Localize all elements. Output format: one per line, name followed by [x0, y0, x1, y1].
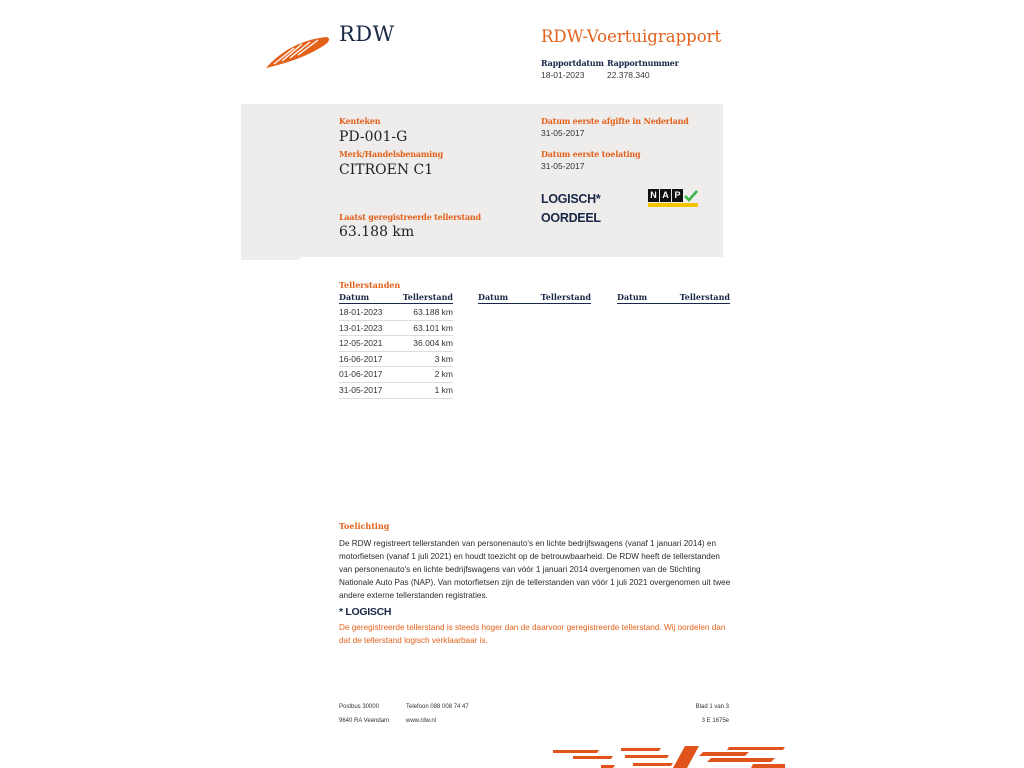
row-date: 01-06-2017 — [339, 369, 383, 380]
row-date: 13-01-2023 — [339, 322, 383, 333]
table-row — [339, 336, 453, 352]
logisch-body: De geregistreerde tellerstand is steeds hoger dan de daarvoor geregistreerde tellerstand. Wij oordelen dan dat de tellerstand logisch verklaarbaar is. — [339, 623, 726, 645]
col-value-header: Tellerstand — [679, 292, 730, 302]
table-header — [339, 292, 453, 304]
report-date-label: Rapportdatum — [541, 58, 604, 68]
table-header — [617, 292, 730, 304]
footer-address: 9640 RA Veendam — [339, 718, 390, 724]
col-value-header: Tellerstand — [402, 292, 453, 302]
tellerstanden-table-3 — [617, 292, 730, 304]
report-number-label: Rapportnummer — [607, 58, 679, 68]
row-date: 18-01-2023 — [339, 307, 383, 317]
row-date: 31-05-2017 — [339, 384, 383, 395]
make-label: Merk/Handelsbenaming — [339, 149, 444, 159]
first-issue-nl-value: 31-05-2017 — [541, 128, 585, 138]
tellerstanden-table-1 — [339, 292, 453, 399]
decorative-stripes-icon — [553, 744, 785, 768]
panel-tab-shape — [241, 256, 303, 260]
report-date: 18-01-2023 — [541, 70, 585, 80]
row-date: 16-06-2017 — [339, 353, 383, 364]
col-date-header: Datum — [478, 292, 509, 302]
table-row — [339, 352, 453, 368]
row-value: 36.004 km — [413, 338, 453, 349]
odometer-label: Laatst geregistreerde tellerstand — [339, 212, 481, 222]
report-title: RDW-Voertuigrapport — [541, 27, 722, 46]
logisch-title: * LOGISCH — [339, 606, 392, 618]
table-header — [478, 292, 591, 304]
table-row — [339, 383, 453, 399]
verdict-line-2: OORDEEL — [541, 211, 601, 225]
rdw-feather-logo-icon — [264, 34, 332, 70]
col-value-header: Tellerstand — [540, 292, 591, 302]
table-row — [339, 305, 453, 321]
nap-letter-n: N — [648, 189, 659, 202]
footer-code: 3 E 1675e — [701, 718, 729, 724]
nap-letter-a: A — [660, 189, 671, 202]
row-value: 63.188 km — [413, 307, 453, 317]
toelichting-body: De RDW registreert tellerstanden van personenauto's en lichte bedrijfswagens (vanaf 1 januari 2014) en motorfietsen (vanaf 1 juli 2021) en houdt toezicht op de betrouwbaarheid. De RDW heeft de tellerstanden van personenauto's en lichte bedrijfswagens van vóór 1 januari 2014 overgenomen van de Stichting Nationale Auto Pas (NAP). Van motorfietsen zijn de tellerstanden van vóór 1 juli 2021 overgenomen uit twee andere externe tellerstanden registraties. — [339, 539, 731, 600]
make-value: CITROEN C1 — [339, 162, 434, 178]
footer-page-number: Blad 1 van 3 — [695, 704, 729, 710]
report-number: 22.378.340 — [607, 70, 650, 80]
table-row — [339, 367, 453, 383]
nap-yellow-bar — [648, 203, 698, 207]
col-date-header: Datum — [339, 292, 370, 302]
toelichting-title: Toelichting — [339, 521, 390, 531]
vehicle-summary-panel — [241, 104, 723, 257]
verdict-line-1: LOGISCH* — [541, 192, 601, 206]
footer-web-link[interactable]: www.rdw.nl — [406, 718, 437, 724]
table-row — [339, 321, 453, 337]
nap-letter-p: P — [672, 189, 683, 202]
first-admission-label: Datum eerste toelating — [541, 149, 641, 159]
row-value: 3 km — [434, 353, 453, 364]
tellerstanden-title: Tellerstanden — [339, 280, 401, 290]
row-value: 63.101 km — [413, 322, 453, 333]
nap-badge — [648, 189, 698, 207]
row-value: 1 km — [434, 384, 453, 395]
first-admission-value: 31-05-2017 — [541, 161, 585, 171]
odometer-value: 63.188 km — [339, 224, 415, 240]
checkmark-icon — [684, 189, 698, 202]
plate-value: PD-001-G — [339, 129, 408, 145]
first-issue-nl-label: Datum eerste afgifte in Nederland — [541, 116, 689, 126]
plate-label: Kenteken — [339, 116, 381, 126]
footer-postbus: Postbus 30000 — [339, 704, 380, 710]
tellerstanden-table-2 — [478, 292, 591, 304]
row-date: 12-05-2021 — [339, 338, 383, 349]
footer-phone: Telefoon 088 008 74 47 — [406, 704, 469, 710]
col-date-header: Datum — [617, 292, 648, 302]
row-value: 2 km — [434, 369, 453, 380]
brand-name: RDW — [339, 22, 395, 46]
